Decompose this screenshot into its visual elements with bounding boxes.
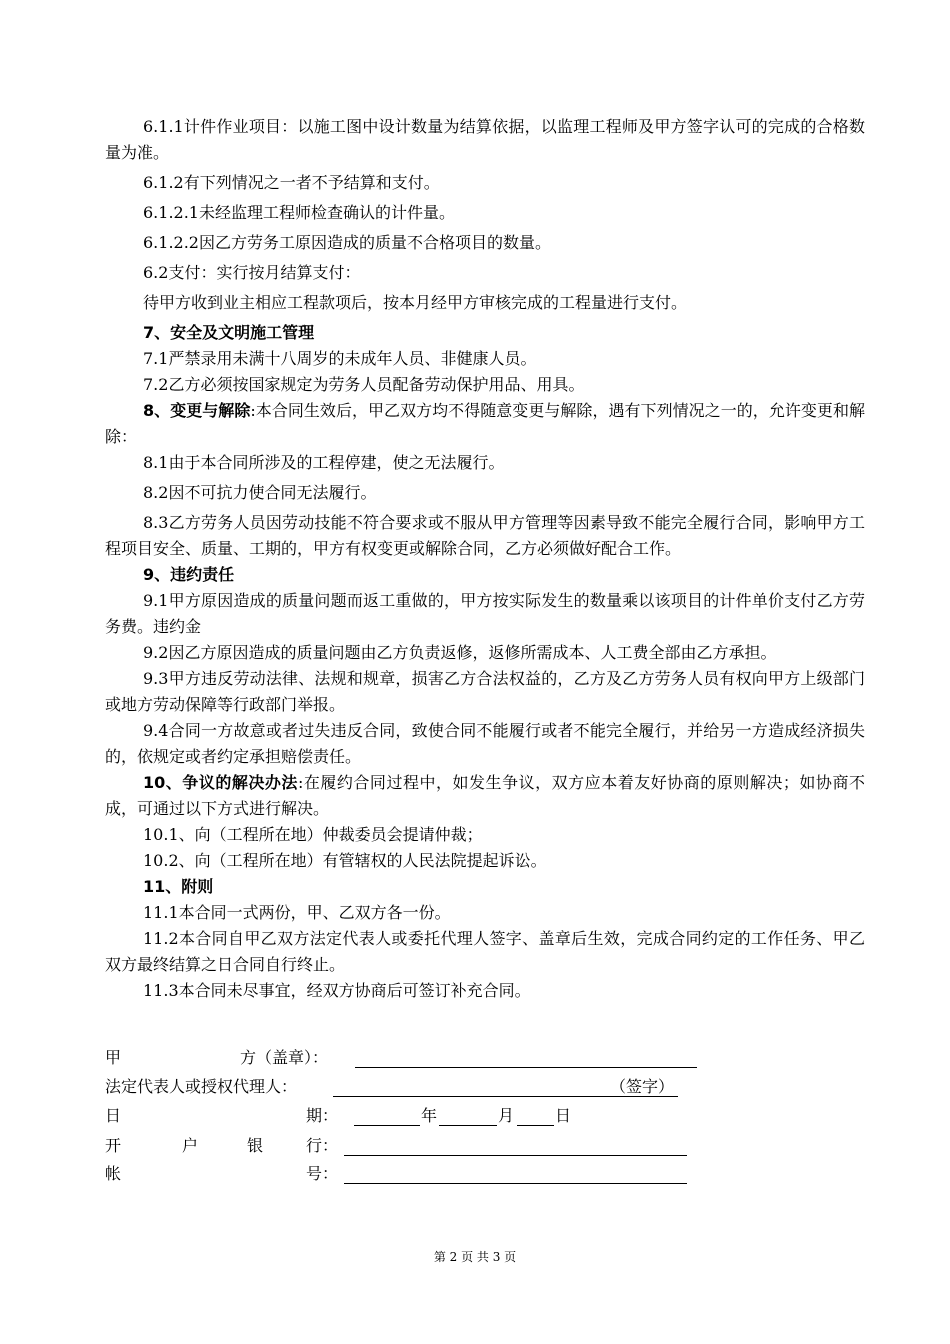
- paragraph-7-2: 7.2乙方必须按国家规定为劳务人员配备劳动保护用品、用具。: [143, 375, 585, 394]
- party-a-label-2: 方（盖章）：: [240, 1048, 329, 1067]
- paragraph-9-3: 9.3甲方违反劳动法律、法规和规章，损害乙方合法权益的，乙方及乙方劳务人员有权向甲方上级部门或地方劳动保障等行政部门举报。: [105, 669, 865, 714]
- date-label-1: 日: [105, 1106, 122, 1125]
- section-10-paragraph: [105, 770, 865, 822]
- representative-row: [105, 1074, 805, 1100]
- paragraph-11-2: 11.2本合同自甲乙双方法定代表人或委托代理人签字、盖章后生效，完成合同约定的工作任务、甲乙双方最终结算之日合同自行终止。: [105, 929, 865, 974]
- bank-field[interactable]: [344, 1135, 687, 1156]
- paragraph-9-4: 9.4合同一方故意或者过失违反合同，致使合同不能履行或者不能完全履行，并给另一方造成经济损失的，依规定或者约定承担赔偿责任。: [105, 721, 865, 766]
- bank-label-2: 户: [182, 1136, 199, 1155]
- section-11-heading: 11、附则: [143, 877, 214, 896]
- section-10-heading: 10、争议的解决办法: [143, 773, 298, 792]
- year-label: 年: [421, 1106, 438, 1125]
- paragraph-6-1-2: 6.1.2有下列情况之一者不予结算和支付。: [143, 173, 440, 192]
- paragraph-8-2: 8.2因不可抗力使合同无法履行。: [143, 483, 377, 502]
- paragraph-6-2-detail: 待甲方收到业主相应工程款项后，按本月经甲方审核完成的工程量进行支付。: [143, 293, 688, 312]
- bank-label-1: 开: [105, 1136, 122, 1155]
- bank-row: [105, 1133, 805, 1159]
- month-field[interactable]: [439, 1105, 497, 1126]
- paragraph-6-1-1: 6.1.1计件作业项目：以施工图中设计数量为结算依据，以监理工程师及甲方签字认可的完成的合格数量为准。: [105, 117, 865, 162]
- paragraph-9-2: 9.2因乙方原因造成的质量问题由乙方负责返修，返修所需成本、人工费全部由乙方承担。: [143, 643, 777, 662]
- date-label-2: 期：: [306, 1106, 339, 1125]
- paragraph-10-2: 10.2、向（工程所在地）有管辖权的人民法院提起诉讼。: [143, 851, 547, 870]
- account-label-1: 帐: [105, 1164, 122, 1183]
- contract-body: [105, 114, 865, 1004]
- paragraph-8-3: 8.3乙方劳务人员因劳动技能不符合要求或不服从甲方管理等因素导致不能完全履行合同，影响甲方工程项目安全、质量、工期的，甲方有权变更或解除合同，乙方必须做好配合工作。: [105, 513, 865, 558]
- account-row: [105, 1161, 805, 1187]
- signature-note: （签字）: [610, 1077, 675, 1096]
- paragraph-11-3: 11.3本合同未尽事宜，经双方协商后可签订补充合同。: [143, 981, 531, 1000]
- page-footer: 第 2 页 共 3 页: [433, 1250, 517, 1264]
- section-8-paragraph: [105, 398, 865, 450]
- year-field[interactable]: [354, 1105, 420, 1126]
- month-label: 月: [498, 1106, 515, 1125]
- paragraph-6-1-2-1: 6.1.2.1未经监理工程师检查确认的计件量。: [143, 203, 455, 222]
- paragraph-10-1: 10.1、向（工程所在地）仲裁委员会提请仲裁；: [143, 825, 483, 844]
- section-10-intro: :在履约合同过程中，如发生争议，双方应本着友好协商的原则解决；如协商不成，可通过以下方式进行解决。: [105, 773, 865, 818]
- day-label: 日: [555, 1106, 572, 1125]
- bank-label-4: 行：: [306, 1136, 339, 1155]
- party-a-seal-field[interactable]: [355, 1047, 697, 1068]
- day-field[interactable]: [517, 1105, 554, 1126]
- section-9-heading: 9、违约责任: [143, 565, 235, 584]
- paragraph-9-1: 9.1甲方原因造成的质量问题而返工重做的，甲方按实际发生的数量乘以该项目的计件单价支付乙方劳务费。违约金: [105, 591, 865, 636]
- paragraph-6-2: 6.2支付：实行按月结算支付：: [143, 263, 361, 282]
- representative-label: 法定代表人或授权代理人：: [105, 1077, 298, 1096]
- section-8-heading: 8、变更与解除: [143, 401, 251, 420]
- paragraph-6-1-2-2: 6.1.2.2因乙方劳务工原因造成的质量不合格项目的数量。: [143, 233, 551, 252]
- account-field[interactable]: [344, 1163, 687, 1184]
- bank-label-3: 银: [247, 1136, 264, 1155]
- account-label-2: 号：: [306, 1164, 339, 1183]
- section-7-heading: 7、安全及文明施工管理: [143, 323, 315, 342]
- paragraph-8-1: 8.1由于本合同所涉及的工程停建，使之无法履行。: [143, 453, 505, 472]
- section-8-intro: :本合同生效后，甲乙双方均不得随意变更与解除，遇有下列情况之一的，允许变更和解除：: [105, 401, 865, 446]
- paragraph-7-1: 7.1严禁录用未满十八周岁的未成年人员、非健康人员。: [143, 349, 537, 368]
- date-row: [105, 1103, 805, 1129]
- party-a-seal-row: [105, 1045, 805, 1071]
- party-a-label-1: 甲: [105, 1048, 122, 1067]
- paragraph-11-1: 11.1本合同一式两份，甲、乙双方各一份。: [143, 903, 451, 922]
